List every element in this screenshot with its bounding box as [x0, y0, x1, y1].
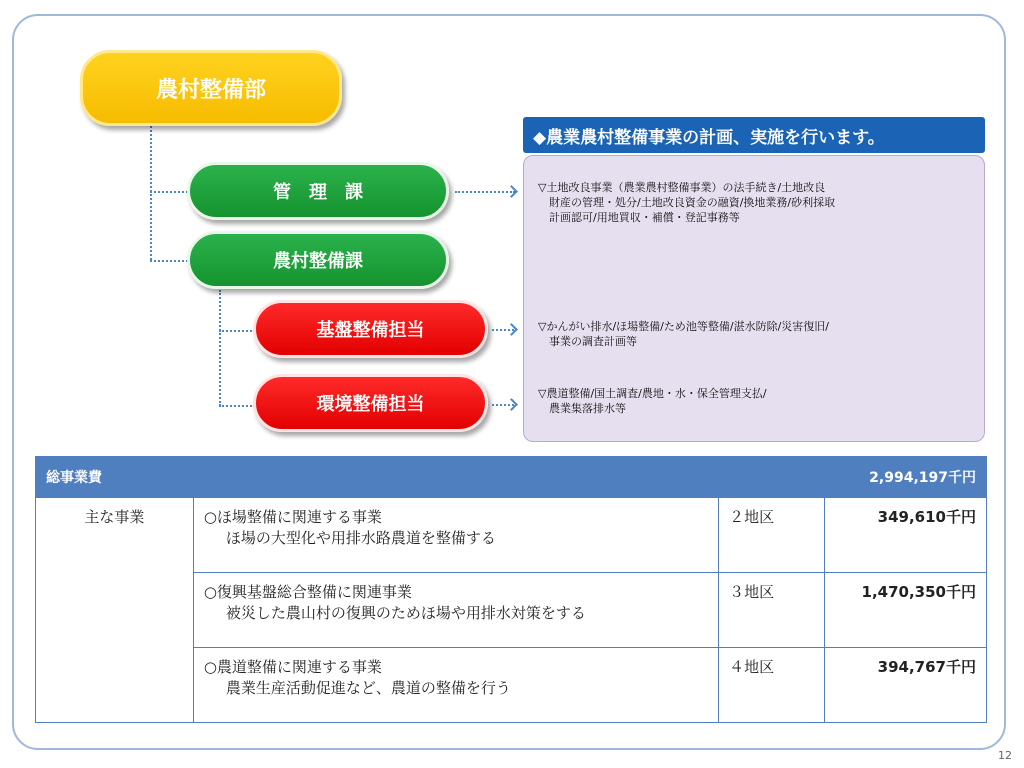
- table-header-row: [36, 457, 987, 498]
- project-areas: ２地区: [719, 498, 825, 573]
- connector-to-noson: [150, 260, 188, 262]
- total-cost-label: 総事業費: [36, 457, 194, 498]
- kiban-duties-text: ▽かんがい排水/ほ場整備/ため池等整備/湛水防除/災害復旧/ 事業の調査計画等: [538, 320, 829, 348]
- connector-root-vertical: [150, 126, 152, 260]
- kankyo-duties-text: ▽農道整備/国土調査/農地・水・保全管理支払/ 農業集落排水等: [538, 387, 767, 415]
- org-node-kankyo: 環境整備担当: [253, 374, 488, 432]
- total-cost-amount: 2,994,197千円: [825, 457, 987, 498]
- org-node-noson: 農村整備課: [187, 231, 449, 289]
- org-node-kanri: 管 理 課: [187, 162, 449, 220]
- connector-to-kankyo: [219, 405, 255, 407]
- connector-to-kiban: [219, 330, 255, 332]
- project-title: ○ほ場整備に関連する事業: [203, 508, 382, 526]
- project-title: ○農道整備に関連する事業: [203, 658, 382, 676]
- project-detail: 農業生産活動促進など、農道の整備を行う: [225, 679, 511, 697]
- table-row: [36, 498, 987, 573]
- project-detail: ほ場の大型化や用排水路農道を整備する: [225, 529, 496, 547]
- connector-to-kanri: [150, 191, 188, 193]
- project-amount: 349,610千円: [825, 498, 987, 573]
- connector-noson-vertical: [219, 290, 221, 406]
- project-amount: 394,767千円: [825, 648, 987, 723]
- page-number: 12: [998, 749, 1012, 762]
- kanri-duties-text: ▽土地改良事業（農業農村整備事業）の法手続き/土地改良 財産の管理・処分/土地改良資金の融資/換地業務/砂利採取 計画認可/用地買収・補償・登記事務等: [538, 181, 836, 224]
- project-detail: 被災した農山村の復興のためほ場や用排水対策をする: [225, 604, 586, 622]
- org-node-root: 農村整備部: [80, 50, 342, 126]
- org-node-kiban: 基盤整備担当: [253, 300, 488, 358]
- main-projects-label: 主な事業: [36, 498, 194, 723]
- project-cost-table: [35, 456, 987, 723]
- project-amount: 1,470,350千円: [825, 573, 987, 648]
- project-areas: ４地区: [719, 648, 825, 723]
- project-areas: ３地区: [719, 573, 825, 648]
- project-title: ○復興基盤総合整備に関連事業: [203, 583, 412, 601]
- duties-panel-header: ◆農業農村整備事業の計画、実施を行います。: [523, 117, 985, 153]
